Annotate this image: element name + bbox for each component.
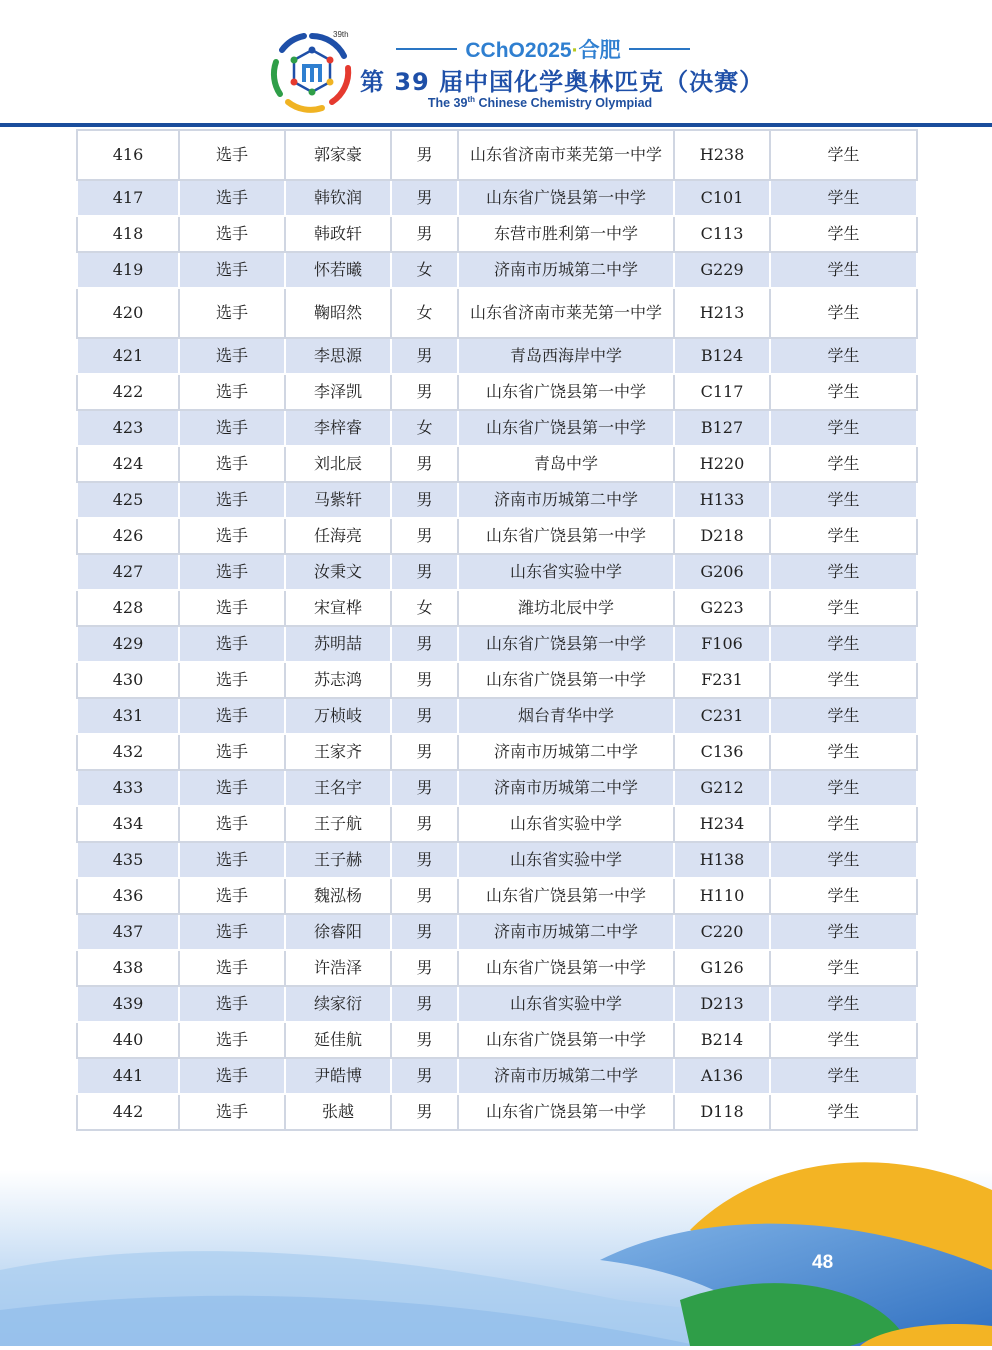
cell-seat-code: B127 — [674, 410, 770, 446]
cell-row-number: 441 — [77, 1058, 179, 1094]
cell-name: 万桢岐 — [285, 698, 391, 734]
cell-gender: 男 — [391, 180, 458, 216]
cell-row-number: 422 — [77, 374, 179, 410]
cell-seat-code: H234 — [674, 806, 770, 842]
cell-role: 选手 — [179, 130, 285, 180]
cell-seat-code: G126 — [674, 950, 770, 986]
roster-table-body — [77, 130, 917, 1130]
cell-role: 选手 — [179, 770, 285, 806]
cell-name: 郭家豪 — [285, 130, 391, 180]
cell-seat-code: H220 — [674, 446, 770, 482]
cell-row-number: 419 — [77, 252, 179, 288]
cell-seat-code: G206 — [674, 554, 770, 590]
cell-category: 学生 — [770, 288, 917, 338]
cell-gender: 男 — [391, 842, 458, 878]
cell-category: 学生 — [770, 914, 917, 950]
cell-row-number: 435 — [77, 842, 179, 878]
table-row — [77, 482, 917, 518]
cell-category: 学生 — [770, 662, 917, 698]
table-row — [77, 626, 917, 662]
cell-category: 学生 — [770, 698, 917, 734]
cell-school: 潍坊北辰中学 — [458, 590, 674, 626]
cell-school: 山东省广饶县第一中学 — [458, 180, 674, 216]
ccho-logo-icon — [266, 26, 358, 118]
cell-gender: 男 — [391, 950, 458, 986]
cell-school: 山东省广饶县第一中学 — [458, 410, 674, 446]
cell-row-number: 421 — [77, 338, 179, 374]
cell-row-number: 425 — [77, 482, 179, 518]
cell-name: 王子航 — [285, 806, 391, 842]
cell-role: 选手 — [179, 1094, 285, 1130]
cell-gender: 男 — [391, 130, 458, 180]
cell-row-number: 429 — [77, 626, 179, 662]
cell-row-number: 417 — [77, 180, 179, 216]
cell-row-number: 440 — [77, 1022, 179, 1058]
cell-school: 济南市历城第二中学 — [458, 482, 674, 518]
cell-seat-code: D213 — [674, 986, 770, 1022]
cell-seat-code: G212 — [674, 770, 770, 806]
brand-dot: · — [571, 39, 579, 62]
cell-category: 学生 — [770, 252, 917, 288]
table-row — [77, 590, 917, 626]
cell-category: 学生 — [770, 1094, 917, 1130]
cell-category: 学生 — [770, 770, 917, 806]
table-row — [77, 216, 917, 252]
cell-name: 任海亮 — [285, 518, 391, 554]
cell-name: 汝秉文 — [285, 554, 391, 590]
cell-seat-code: C231 — [674, 698, 770, 734]
cell-category: 学生 — [770, 130, 917, 180]
cell-role: 选手 — [179, 986, 285, 1022]
cell-gender: 男 — [391, 1094, 458, 1130]
brand-line-left-rule — [396, 48, 457, 50]
cell-name: 苏志鸿 — [285, 662, 391, 698]
cell-name: 许浩泽 — [285, 950, 391, 986]
table-row — [77, 914, 917, 950]
cell-role: 选手 — [179, 288, 285, 338]
cell-category: 学生 — [770, 842, 917, 878]
table-row — [77, 1022, 917, 1058]
cell-seat-code: H133 — [674, 482, 770, 518]
cell-category: 学生 — [770, 518, 917, 554]
cell-name: 韩钦润 — [285, 180, 391, 216]
cell-role: 选手 — [179, 1058, 285, 1094]
page-number: 48 — [812, 1252, 834, 1273]
table-row — [77, 698, 917, 734]
cell-role: 选手 — [179, 338, 285, 374]
cell-school: 山东省广饶县第一中学 — [458, 374, 674, 410]
cell-row-number: 423 — [77, 410, 179, 446]
cell-gender: 男 — [391, 806, 458, 842]
cell-role: 选手 — [179, 216, 285, 252]
table-row — [77, 878, 917, 914]
cell-category: 学生 — [770, 734, 917, 770]
cell-gender: 男 — [391, 1022, 458, 1058]
cell-gender: 男 — [391, 446, 458, 482]
cell-category: 学生 — [770, 374, 917, 410]
cell-role: 选手 — [179, 590, 285, 626]
cell-role: 选手 — [179, 410, 285, 446]
cell-name: 尹皓博 — [285, 1058, 391, 1094]
cell-role: 选手 — [179, 252, 285, 288]
cell-seat-code: A136 — [674, 1058, 770, 1094]
cell-name: 魏泓杨 — [285, 878, 391, 914]
cell-category: 学生 — [770, 180, 917, 216]
cell-gender: 男 — [391, 986, 458, 1022]
table-row — [77, 518, 917, 554]
cell-row-number: 437 — [77, 914, 179, 950]
cell-seat-code: G229 — [674, 252, 770, 288]
cell-school: 青岛中学 — [458, 446, 674, 482]
cell-row-number: 442 — [77, 1094, 179, 1130]
cell-school: 东营市胜利第一中学 — [458, 216, 674, 252]
title-en-sup: th — [467, 95, 476, 104]
cell-role: 选手 — [179, 518, 285, 554]
cell-category: 学生 — [770, 626, 917, 662]
table-row — [77, 1058, 917, 1094]
table-row — [77, 986, 917, 1022]
brand-line — [396, 36, 690, 62]
cell-seat-code: C101 — [674, 180, 770, 216]
cell-role: 选手 — [179, 734, 285, 770]
table-row — [77, 554, 917, 590]
cell-name: 李泽凯 — [285, 374, 391, 410]
cell-seat-code: F231 — [674, 662, 770, 698]
table-row — [77, 842, 917, 878]
cell-gender: 男 — [391, 518, 458, 554]
cell-name: 延佳航 — [285, 1022, 391, 1058]
cell-school: 济南市历城第二中学 — [458, 1058, 674, 1094]
cell-row-number: 434 — [77, 806, 179, 842]
cell-school: 山东省实验中学 — [458, 842, 674, 878]
cell-row-number: 424 — [77, 446, 179, 482]
cell-seat-code: H238 — [674, 130, 770, 180]
cell-name: 韩政轩 — [285, 216, 391, 252]
cell-name: 怀若曦 — [285, 252, 391, 288]
cell-school: 山东省广饶县第一中学 — [458, 1094, 674, 1130]
cell-role: 选手 — [179, 878, 285, 914]
cell-gender: 女 — [391, 590, 458, 626]
cell-school: 济南市历城第二中学 — [458, 252, 674, 288]
cell-category: 学生 — [770, 878, 917, 914]
table-row — [77, 950, 917, 986]
table-row — [77, 410, 917, 446]
table-row — [77, 662, 917, 698]
cell-role: 选手 — [179, 914, 285, 950]
cell-category: 学生 — [770, 1022, 917, 1058]
brand-text — [465, 34, 620, 64]
cell-category: 学生 — [770, 986, 917, 1022]
roster-table-wrap — [76, 129, 916, 1131]
cell-gender: 男 — [391, 554, 458, 590]
header-rule — [0, 123, 992, 127]
cell-name: 马紫轩 — [285, 482, 391, 518]
table-row — [77, 252, 917, 288]
cell-role: 选手 — [179, 180, 285, 216]
table-row — [77, 288, 917, 338]
cell-category: 学生 — [770, 806, 917, 842]
cell-gender: 男 — [391, 626, 458, 662]
cell-school: 济南市历城第二中学 — [458, 734, 674, 770]
cell-school: 山东省济南市莱芜第一中学 — [458, 130, 674, 180]
table-row — [77, 180, 917, 216]
cell-school: 济南市历城第二中学 — [458, 770, 674, 806]
cell-gender: 男 — [391, 216, 458, 252]
cell-role: 选手 — [179, 698, 285, 734]
cell-school: 山东省广饶县第一中学 — [458, 950, 674, 986]
brand-main: CChO2025 — [465, 39, 572, 62]
cell-seat-code: C136 — [674, 734, 770, 770]
cell-school: 山东省实验中学 — [458, 554, 674, 590]
cell-school: 山东省广饶县第一中学 — [458, 662, 674, 698]
table-row — [77, 374, 917, 410]
cell-row-number: 428 — [77, 590, 179, 626]
cell-role: 选手 — [179, 1022, 285, 1058]
cell-school: 山东省实验中学 — [458, 806, 674, 842]
title-en-post: Chinese Chemistry Olympiad — [475, 96, 653, 111]
cell-gender: 男 — [391, 662, 458, 698]
cell-gender: 男 — [391, 734, 458, 770]
cell-role: 选手 — [179, 950, 285, 986]
cell-seat-code: F106 — [674, 626, 770, 662]
cell-school: 烟台青华中学 — [458, 698, 674, 734]
table-row — [77, 446, 917, 482]
cell-seat-code: C220 — [674, 914, 770, 950]
footer-wave-graphic — [0, 1150, 992, 1346]
cell-row-number: 438 — [77, 950, 179, 986]
cell-seat-code: B124 — [674, 338, 770, 374]
cell-category: 学生 — [770, 446, 917, 482]
cell-gender: 女 — [391, 288, 458, 338]
cell-school: 济南市历城第二中学 — [458, 914, 674, 950]
cell-school: 青岛西海岸中学 — [458, 338, 674, 374]
cell-row-number: 427 — [77, 554, 179, 590]
cell-school: 山东省济南市莱芜第一中学 — [458, 288, 674, 338]
table-row — [77, 734, 917, 770]
cell-row-number: 433 — [77, 770, 179, 806]
cell-school: 山东省实验中学 — [458, 986, 674, 1022]
cell-row-number: 432 — [77, 734, 179, 770]
footer-decor — [0, 1150, 992, 1346]
cell-role: 选手 — [179, 842, 285, 878]
cell-row-number: 426 — [77, 518, 179, 554]
cell-row-number: 431 — [77, 698, 179, 734]
cell-role: 选手 — [179, 554, 285, 590]
cell-name: 苏明喆 — [285, 626, 391, 662]
cell-gender: 男 — [391, 338, 458, 374]
brand-line-right-rule — [629, 48, 690, 50]
cell-row-number: 420 — [77, 288, 179, 338]
cell-name: 王名宇 — [285, 770, 391, 806]
cell-row-number: 430 — [77, 662, 179, 698]
cell-seat-code: B214 — [674, 1022, 770, 1058]
cell-role: 选手 — [179, 374, 285, 410]
cell-row-number: 436 — [77, 878, 179, 914]
roster-table — [76, 129, 918, 1131]
page-header — [0, 0, 992, 128]
cell-seat-code: G223 — [674, 590, 770, 626]
table-row — [77, 338, 917, 374]
cell-role: 选手 — [179, 806, 285, 842]
table-row — [77, 806, 917, 842]
cell-gender: 男 — [391, 1058, 458, 1094]
cell-seat-code: H138 — [674, 842, 770, 878]
cell-category: 学生 — [770, 216, 917, 252]
cell-school: 山东省广饶县第一中学 — [458, 1022, 674, 1058]
logo-edition-label: 39th — [333, 30, 349, 39]
cell-gender: 男 — [391, 374, 458, 410]
cell-school: 山东省广饶县第一中学 — [458, 518, 674, 554]
cell-role: 选手 — [179, 482, 285, 518]
cell-name: 张越 — [285, 1094, 391, 1130]
cell-seat-code: C113 — [674, 216, 770, 252]
table-row — [77, 1094, 917, 1130]
cell-category: 学生 — [770, 590, 917, 626]
cell-gender: 男 — [391, 482, 458, 518]
cell-category: 学生 — [770, 554, 917, 590]
cell-gender: 男 — [391, 914, 458, 950]
cell-name: 鞠昭然 — [285, 288, 391, 338]
page-title-cn: 第 39 届中国化学奥林匹克（决赛） — [360, 68, 765, 96]
table-row — [77, 130, 917, 180]
cell-role: 选手 — [179, 446, 285, 482]
cell-seat-code: D218 — [674, 518, 770, 554]
cell-gender: 男 — [391, 698, 458, 734]
cell-category: 学生 — [770, 410, 917, 446]
brand-city: 合肥 — [578, 39, 621, 62]
cell-gender: 男 — [391, 770, 458, 806]
cell-seat-code: C117 — [674, 374, 770, 410]
cell-name: 李梓睿 — [285, 410, 391, 446]
cell-row-number: 418 — [77, 216, 179, 252]
cell-category: 学生 — [770, 482, 917, 518]
title-en-pre: The 39 — [427, 96, 468, 111]
cell-role: 选手 — [179, 626, 285, 662]
cell-school: 山东省广饶县第一中学 — [458, 626, 674, 662]
cell-category: 学生 — [770, 338, 917, 374]
cell-gender: 女 — [391, 410, 458, 446]
cell-name: 王家齐 — [285, 734, 391, 770]
cell-gender: 女 — [391, 252, 458, 288]
cell-role: 选手 — [179, 662, 285, 698]
cell-name: 李思源 — [285, 338, 391, 374]
cell-seat-code: D118 — [674, 1094, 770, 1130]
page-title-en — [360, 95, 720, 110]
cell-category: 学生 — [770, 950, 917, 986]
cell-seat-code: H213 — [674, 288, 770, 338]
cell-category: 学生 — [770, 1058, 917, 1094]
cell-row-number: 439 — [77, 986, 179, 1022]
table-row — [77, 770, 917, 806]
cell-name: 续家衍 — [285, 986, 391, 1022]
cell-name: 徐睿阳 — [285, 914, 391, 950]
cell-name: 宋宣桦 — [285, 590, 391, 626]
cell-name: 刘北辰 — [285, 446, 391, 482]
cell-gender: 男 — [391, 878, 458, 914]
cell-name: 王子赫 — [285, 842, 391, 878]
cell-row-number: 416 — [77, 130, 179, 180]
cell-school: 山东省广饶县第一中学 — [458, 878, 674, 914]
cell-seat-code: H110 — [674, 878, 770, 914]
